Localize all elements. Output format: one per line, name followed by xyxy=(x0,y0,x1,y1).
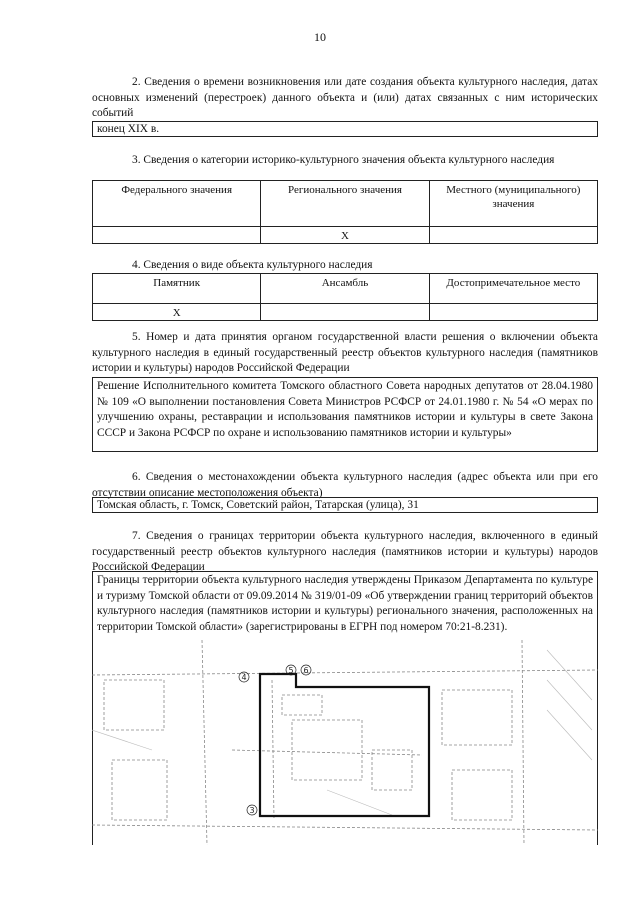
section3-col-local: Местного (муниципального) значения xyxy=(429,181,597,227)
section4-heading-text: 4. Сведения о виде объекта культурного наследия xyxy=(132,259,373,271)
section4-col-place: Достопримечательное место xyxy=(429,274,597,304)
page-number: 10 xyxy=(314,30,326,44)
section3-col-federal: Федерального значения xyxy=(93,181,261,227)
boundary-point-6: 6 xyxy=(303,666,309,675)
section4-col-ensemble: Ансамбль xyxy=(261,274,429,304)
section4-mark-monument: Х xyxy=(93,304,261,321)
section5-heading-text: 5. Номер и дата принятия органом государственной власти решения о включении объекта культурного наследия в единый государственный реестр объектов культурного наследия (памятников истории и культуры) народов Российской Федерации xyxy=(92,331,598,374)
map-background-lines xyxy=(92,640,598,845)
section7-heading-text: 7. Сведения о границах территории объекта культурного наследия, включенного в единый государственный реестр объектов культурного наследия (памятников истории и культуры) народов Российской Федерации xyxy=(92,530,598,573)
boundary-point-5: 5 xyxy=(288,666,294,675)
boundary-map-drawing xyxy=(92,640,598,845)
section3-mark-federal xyxy=(93,227,261,244)
section7-heading xyxy=(92,529,598,576)
section4-table xyxy=(92,273,598,321)
section3-table xyxy=(92,180,598,244)
boundary-point-4: 4 xyxy=(241,673,247,682)
boundary-map xyxy=(92,640,598,845)
section5-value: Решение Исполнительного комитета Томского областного Совета народных депутатов от 28.04.1980 № 109 «О выполнении постановления Совета Министров РСФСР от 24.01.1980 г. № 54 «О мерах по улучшению охраны, реставрации и использования памятников истории и культуры в свете Закона СССР и Закона РСФСР по охране и использованию памятников истории и культуры» xyxy=(92,377,598,452)
section6-heading-text: 6. Сведения о местонахождении объекта культурного наследия (адрес объекта или при его отсутствии описание местоположения объекта) xyxy=(92,471,598,499)
section4-mark-ensemble xyxy=(261,304,429,321)
section7-value: Границы территории объекта культурного наследия утверждены Приказом Департамента по культуре и туризму Томской области от 09.09.2014 № 319/01-09 «Об утверждении границ территорий объектов культурного наследия (памятников истории и культуры) регионального значения, расположенных на территории Томской области» (зарегистрированы в ЕГРН под номером 70:21-8.231). xyxy=(97,574,593,633)
section2-heading-text: 2. Сведения о времени возникновения или дате создания объекта культурного наследия, датах основных изменений (перестроек) данного объекта и (или) датах связанных с ним исторических событий xyxy=(92,76,598,119)
section3-col-regional: Регионального значения xyxy=(261,181,429,227)
territory-boundary-line xyxy=(260,674,429,816)
section2-value: конец XIX в. xyxy=(92,121,598,137)
section4-col-monument: Памятник xyxy=(93,274,261,304)
section3-heading xyxy=(92,153,598,169)
section4-heading xyxy=(92,258,598,274)
section6-value: Томская область, г. Томск, Советский район, Татарская (улица), 31 xyxy=(92,497,598,513)
section2-heading xyxy=(92,75,598,122)
section4-mark-place xyxy=(429,304,597,321)
section3-heading-text: 3. Сведения о категории историко-культурного значения объекта культурного наследия xyxy=(132,154,555,166)
section5-heading xyxy=(92,330,598,377)
boundary-point-3: 3 xyxy=(249,806,255,815)
section3-mark-local xyxy=(429,227,597,244)
section3-mark-regional: Х xyxy=(261,227,429,244)
